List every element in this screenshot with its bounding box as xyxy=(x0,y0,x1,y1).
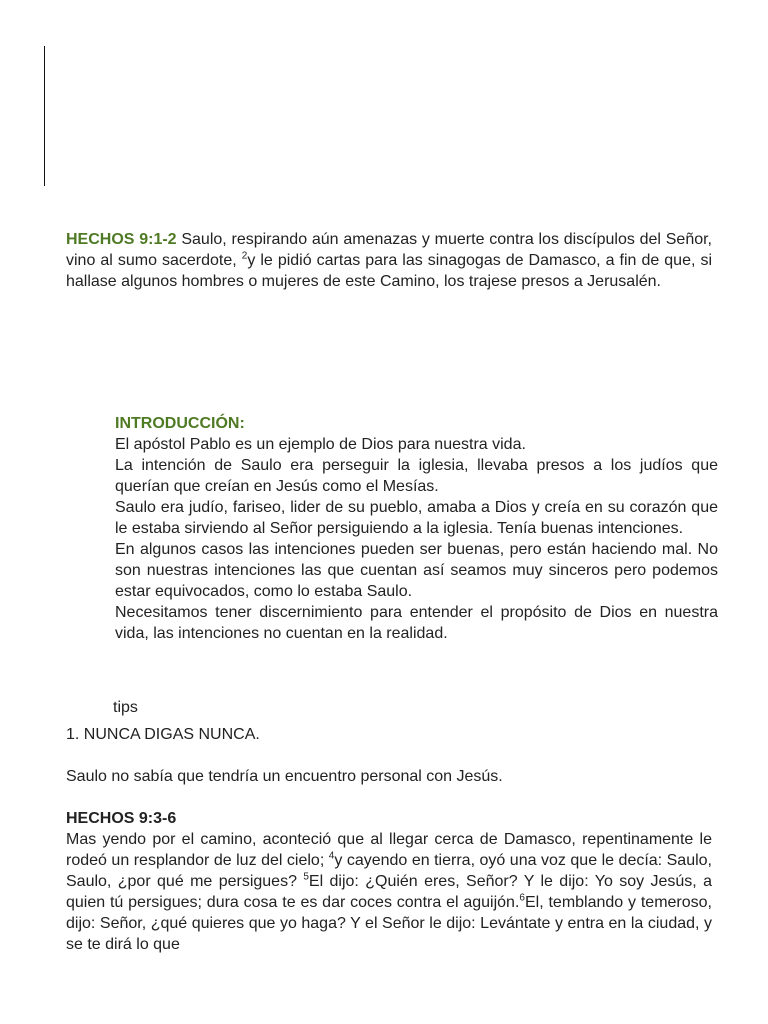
passage-1-reference: HECHOS 9:1-2 xyxy=(66,231,177,248)
text-cursor-line xyxy=(44,46,45,186)
intro-paragraph: El apóstol Pablo es un ejemplo de Dios para nuestra vida. xyxy=(115,436,526,453)
passage-2-text-b: y cayendo en tierra, oyó una voz que le decía: Saulo, Saulo, ¿por qué me persigues? xyxy=(66,852,712,890)
intro-paragraph: Saulo era judío, fariseo, lider de su pueblo, amaba a Dios y creía en su corazón que le estaba sirviendo al Señor persiguiendo a la iglesia. Tenía buenas intenciones. xyxy=(115,499,718,537)
point-1-text: Saulo no sabía que tendría un encuentro personal con Jesús. xyxy=(66,768,503,785)
passage-1 xyxy=(66,229,712,292)
verse-number-2: 2 xyxy=(241,250,248,262)
passage-1-text-a: Saulo, respirando aún amenazas y muerte contra los discípulos del Señor, vino al sumo sacerdote, xyxy=(66,231,713,269)
point-1-heading: 1. NUNCA DIGAS NUNCA. xyxy=(66,726,260,743)
introduction-heading: INTRODUCCIÓN: xyxy=(115,415,245,432)
verse-number-5: 5 xyxy=(303,871,309,883)
passage-2-text-d: El, temblando y temeroso, dijo: Señor, ¿qué quieres que yo haga? Y el Señor le dijo: Levántate y entra en la ciudad, y se te dirá lo que xyxy=(66,894,712,953)
passage-2 xyxy=(66,829,712,955)
intro-paragraph: Necesitamos tener discernimiento para entender el propósito de Dios en nuestra vida, las intenciones no cuentan en la realidad. xyxy=(115,604,718,642)
verse-number-6: 6 xyxy=(519,892,525,904)
introduction-section xyxy=(115,413,718,644)
passage-2-reference: HECHOS 9:3-6 xyxy=(66,810,177,827)
passage-2-text-a: Mas yendo por el camino, aconteció que al llegar cerca de Damasco, repentinamente le rodeó un resplandor de luz del cielo; xyxy=(66,831,712,869)
intro-paragraph: La intención de Saulo era perseguir la iglesia, llevaba presos a los judíos que querían que creían en Jesús como el Mesías. xyxy=(115,457,718,495)
passage-2-text-c: El dijo: ¿Quién eres, Señor? Y le dijo: Yo soy Jesús, a quien tú persigues; dura cosa te es dar coces contra el aguijón. xyxy=(66,873,713,911)
tips-label: tips xyxy=(113,699,138,716)
passage-1-text-b: y le pidió cartas para las sinagogas de Damasco, a fin de que, si hallase algunos hombres o mujeres de este Camino, los trajese presos a Jerusalén. xyxy=(66,252,713,290)
verse-number-4: 4 xyxy=(328,850,335,862)
intro-paragraph: En algunos casos las intenciones pueden ser buenas, pero están haciendo mal. No son nuestras intenciones las que cuentan así seamos muy sinceros pero podemos estar equivocados, como lo estaba Saulo. xyxy=(115,541,718,600)
